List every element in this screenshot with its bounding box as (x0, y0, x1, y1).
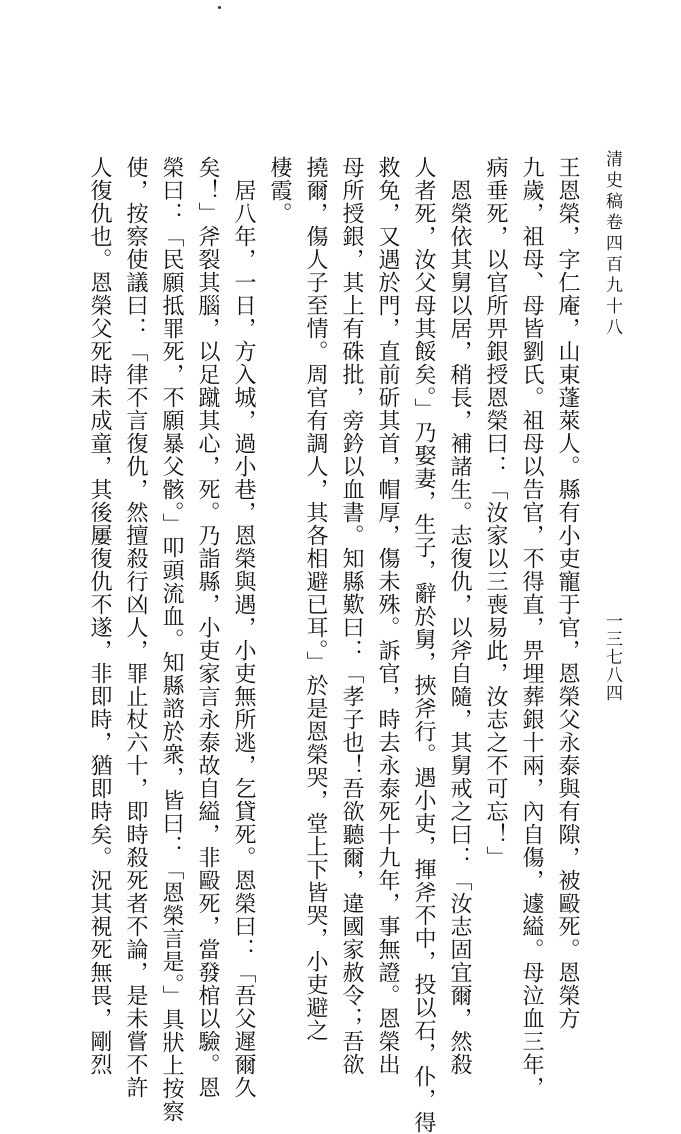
text-column: 救免，又遇於門，直前斫其首，帽厚，傷未殊。訴官，時去永泰死十九年，事無證。恩榮出 (375, 156, 400, 1076)
text-column: 撓爾，傷人子至情。周官有調人，其各相避已耳。」於是恩榮哭，堂上下皆哭，小吏避之 (303, 156, 328, 1042)
text-column: 恩榮依其舅以居，稍長，補諸生。志復仇，以斧自隨，其舅戒之曰：「汝志固宜爾，然殺 (447, 156, 472, 1076)
text-column: 王恩榮，字仁庵，山東蓬萊人。縣有小吏寵于官，恩榮父永泰與有隙，被毆死。恩榮方 (555, 156, 580, 1030)
running-header: 清史稿卷四百九十八 (602, 150, 622, 339)
text-column: 使，按察使議曰：「律不言復仇，然擅殺行凶人，罪止杖六十，即時殺死者不論，是未嘗不許 (123, 156, 148, 1099)
text-column: 九歲，祖母、母皆劉氏。祖母以告官，不得直，畀埋葬銀十兩，內自傷，遽縊。母泣血三年， (519, 156, 544, 1099)
text-column: 榮曰：「民願抵罪死，不願暴父骸。」叩頭流血。知縣諮於衆，皆曰：「恩榮言是。」具狀上按察 (159, 156, 184, 1123)
body-text (87, 156, 585, 1134)
margin-dot (218, 6, 221, 9)
text-column: 棲霞。 (267, 156, 292, 225)
text-column: 居八年，一日，方入城，過小巷，恩榮與遇，小吏無所逃，乞貸死。恩榮曰：「吾父遲爾久 (231, 156, 256, 1099)
page-number: 一三七八四 (602, 612, 622, 702)
text-column: 母所授銀，其上有硃批，旁鈐以血書。知縣歎曰：「孝子也！吾欲聽爾，違國家赦令；吾欲 (339, 156, 364, 1076)
text-column: 人復仇也。恩榮父死時未成童，其後屢復仇不遂，非即時，猶即時矣。況其視死無畏，剛烈 (87, 156, 112, 1076)
text-column: 矣！」斧裂其腦，以足蹴其心，死。乃詣縣，小吏家言永泰故自縊，非毆死，當發棺以驗。恩 (195, 156, 220, 1099)
text-column: 病垂死，以官所畀銀授恩榮曰：「汝家以三喪易此，汝志之不可忘！」 (483, 156, 508, 869)
text-column: 人者死，汝父母其餒矣。」乃娶妻，生子，辭於舅，挾斧行。遇小吏，揮斧不中，投以石，仆，得 (411, 156, 436, 1134)
